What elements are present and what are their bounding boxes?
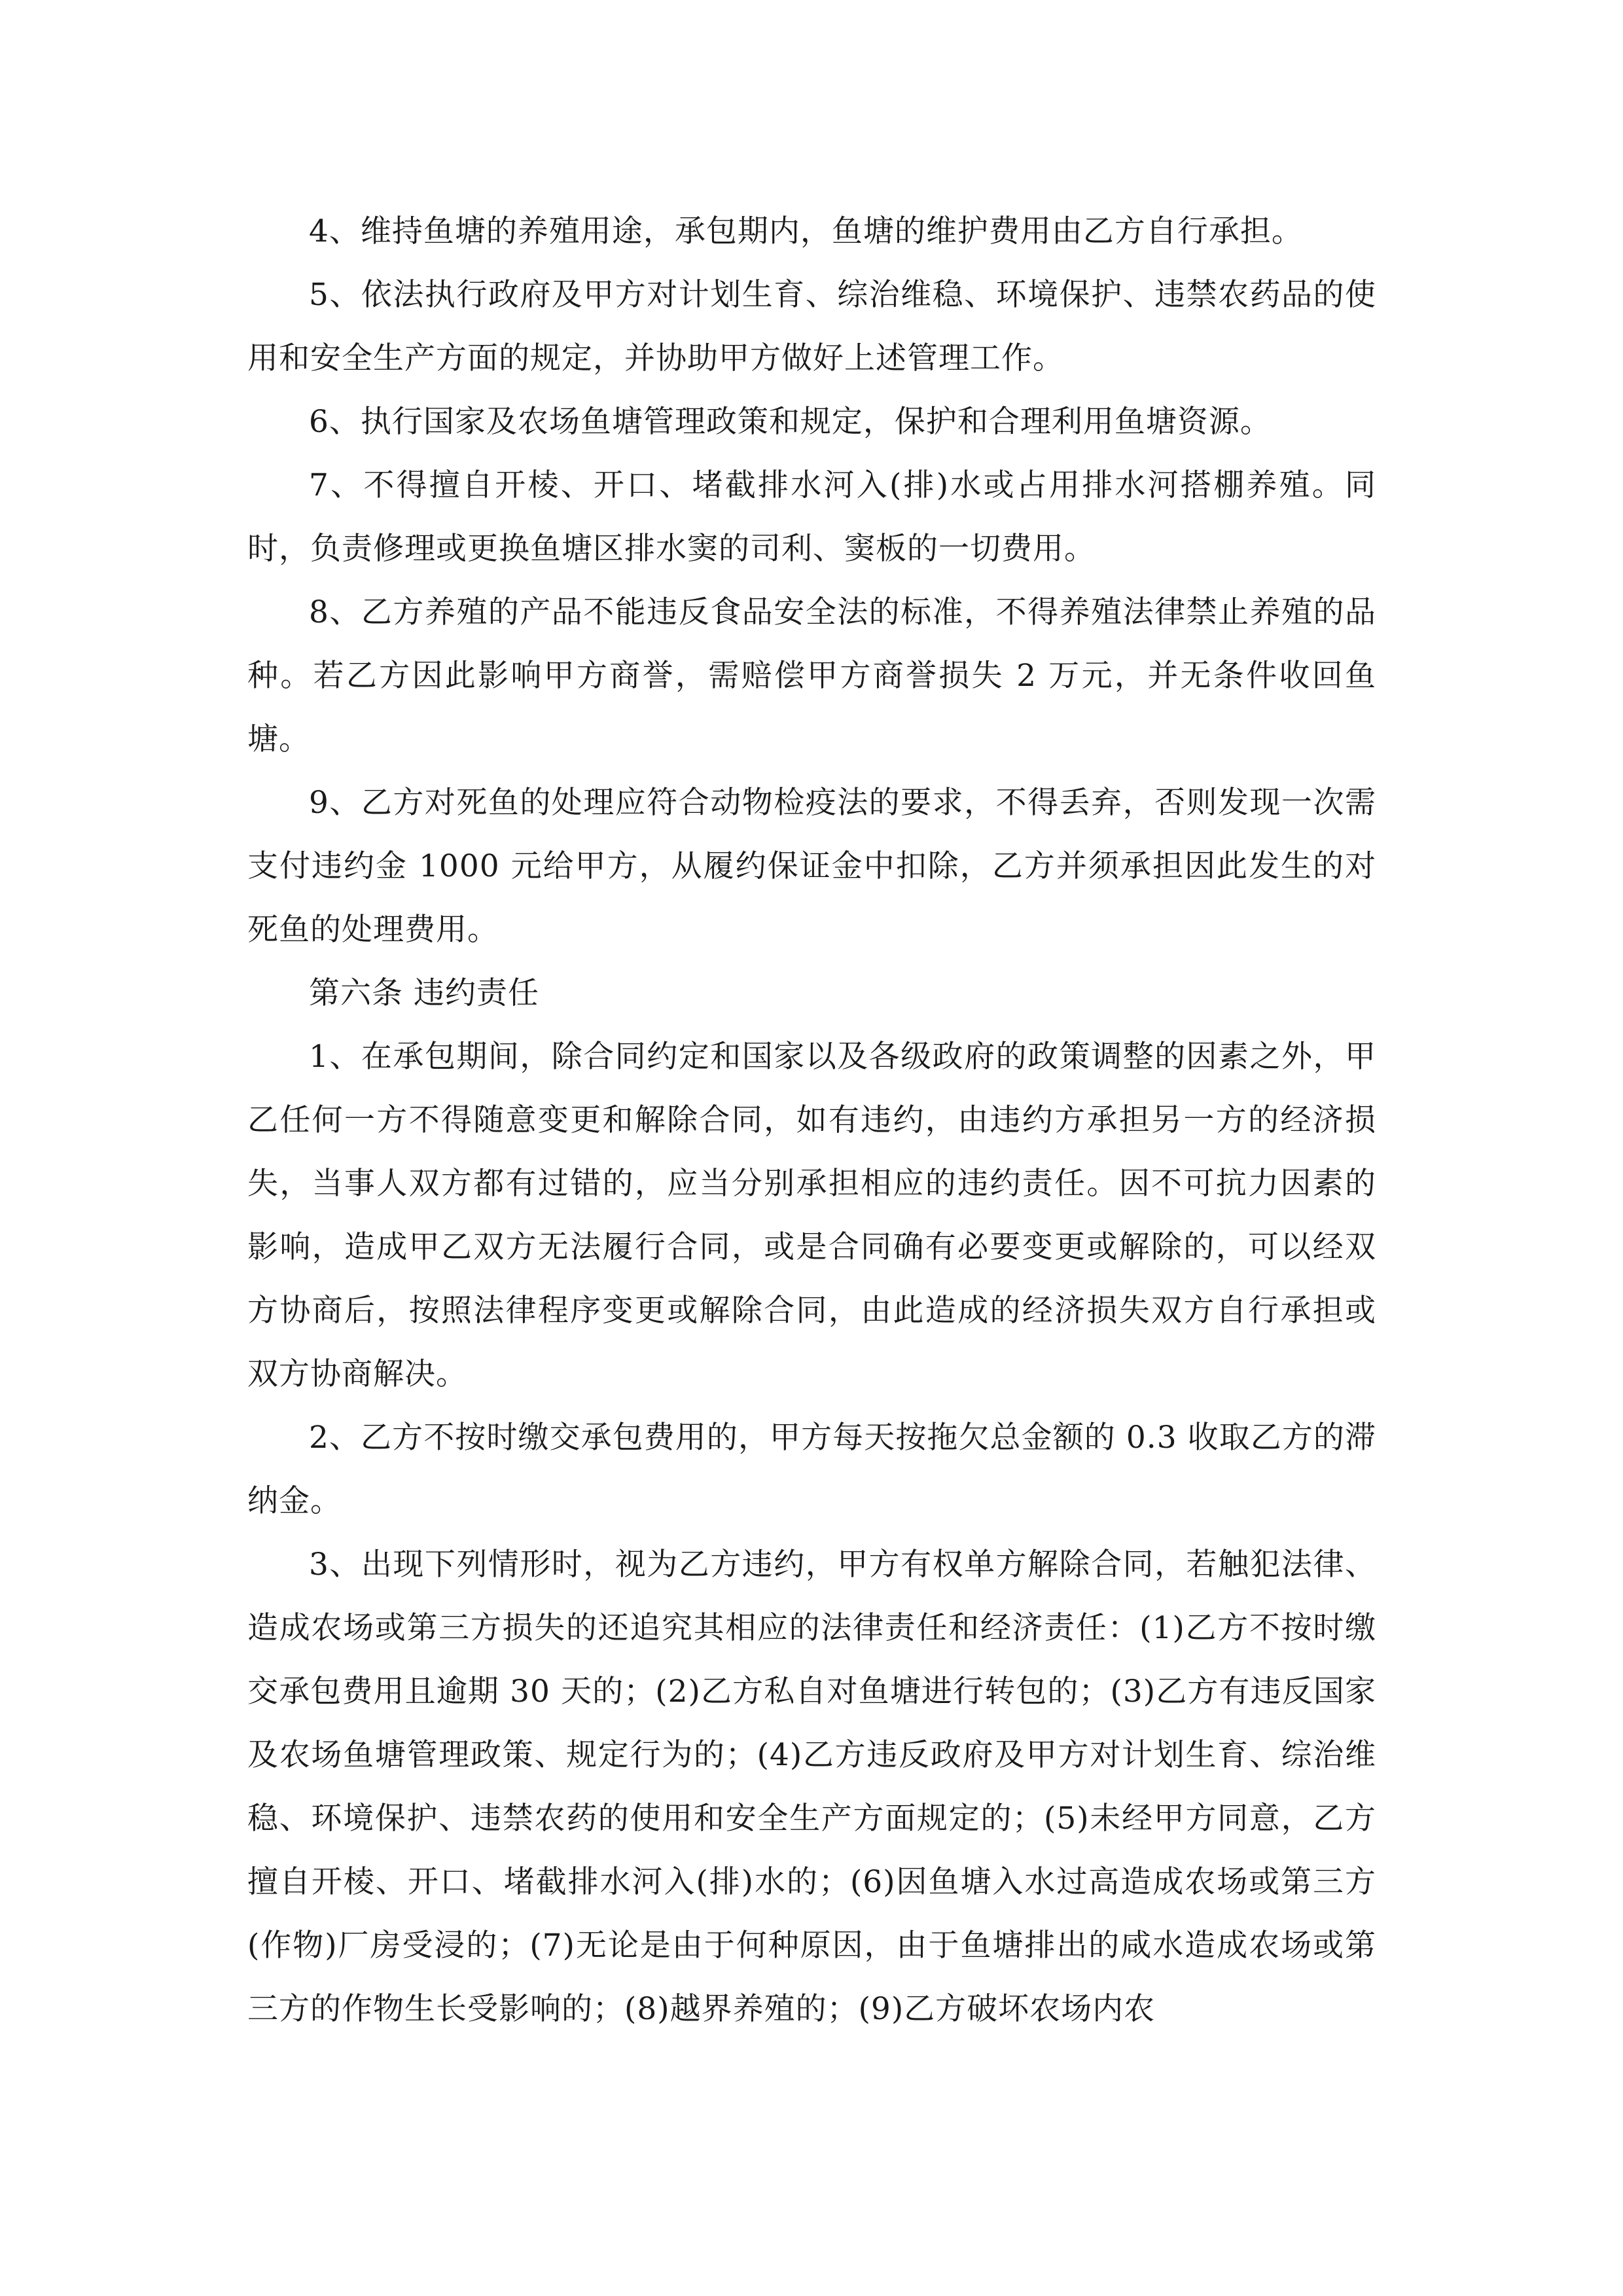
document-body xyxy=(247,200,1376,2041)
clause-9: 9、乙方对死鱼的处理应符合动物检疫法的要求，不得丢弃，否则发现一次需支付违约金 1000 元给甲方，从履约保证金中扣除，乙方并须承担因此发生的对死鱼的处理费用。 xyxy=(247,785,1376,948)
liability-clause-3: 3、出现下列情形时，视为乙方违约，甲方有权单方解除合同，若触犯法律、造成农场或第三方损失的还追究其相应的法律责任和经济责任：(1)乙方不按时缴交承包费用且逾期 30 天的；(2)乙方私自对鱼塘进行转包的；(3)乙方有违反国家及农场鱼塘管理政策、规定行为的；(4)乙方违反政府及甲方对计划生育、综治维稳、环境保护、违禁农药的使用和安全生产方面规定的；(5)未经甲方同意，乙方擅自开棱、开口、堵截排水河入(排)水的；(6)因鱼塘入水过高造成农场或第三方(作物)厂房受浸的；(7)无论是由于何种原因，由于鱼塘排出的咸水造成农场或第三方的作物生长受影响的；(8)越界养殖的；(9)乙方破坏农场内农 xyxy=(247,1547,1376,2027)
clause-7: 7、不得擅自开棱、开口、堵截排水河入(排)水或占用排水河搭棚养殖。同时，负责修理或更换鱼塘区排水窦的司利、窦板的一切费用。 xyxy=(247,467,1376,567)
liability-clause-2: 2、乙方不按时缴交承包费用的，甲方每天按拖欠总金额的 0.3 收取乙方的滞纳金。 xyxy=(247,1420,1376,1519)
liability-clause-1: 1、在承包期间，除合同约定和国家以及各级政府的政策调整的因素之外，甲乙任何一方不得随意变更和解除合同，如有违约，由违约方承担另一方的经济损失，当事人双方都有过错的，应当分别承担相应的违约责任。因不可抗力因素的影响，造成甲乙双方无法履行合同，或是合同确有必要变更或解除的，可以经双方协商后，按照法律程序变更或解除合同，由此造成的经济损失双方自行承担或双方协商解决。 xyxy=(247,1039,1376,1392)
clause-4: 4、维持鱼塘的养殖用途，承包期内，鱼塘的维护费用由乙方自行承担。 xyxy=(309,213,1303,249)
clause-5: 5、依法执行政府及甲方对计划生育、综治维稳、环境保护、违禁农药品的使用和安全生产方面的规定，并协助甲方做好上述管理工作。 xyxy=(247,277,1376,376)
clause-8: 8、乙方养殖的产品不能违反食品安全法的标准，不得养殖法律禁止养殖的品种。若乙方因此影响甲方商誉，需赔偿甲方商誉损失 2 万元，并无条件收回鱼塘。 xyxy=(247,594,1376,757)
clause-6: 6、执行国家及农场鱼塘管理政策和规定，保护和合理利用鱼塘资源。 xyxy=(309,404,1272,440)
section-heading: 第六条 违约责任 xyxy=(309,975,539,1011)
